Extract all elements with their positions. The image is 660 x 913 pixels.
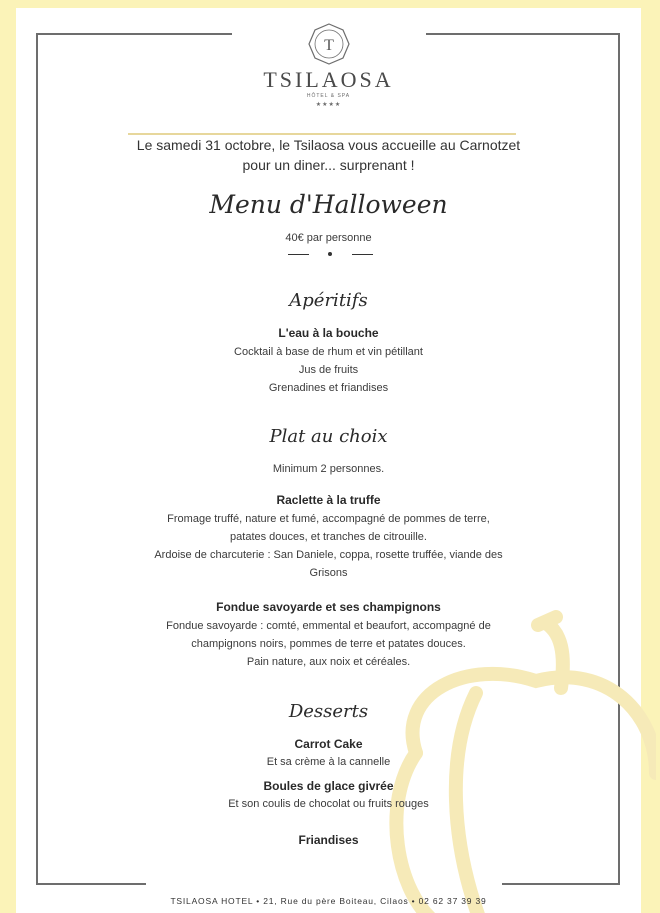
dish-description-line: Fromage truffé, nature et fumé, accompagné de pommes de terre, — [167, 513, 490, 525]
brand-name: TSILAOSA — [263, 67, 394, 92]
dish-name: Carrot Cake — [294, 737, 363, 751]
dish-description-line: Fondue savoyarde : comté, emmental et beaufort, accompagné de — [166, 620, 491, 632]
brand-subtitle: HÔTEL & SPA — [306, 93, 351, 99]
dish-description-line: Cocktail à base de rhum et vin pétillant — [234, 346, 423, 358]
separator-dot — [328, 252, 332, 256]
tsilaosa-emblem-icon — [307, 22, 351, 66]
dish-description-line: champignons noirs, pommes de terre et patates douces. — [191, 638, 466, 650]
separator-dash-left — [288, 254, 309, 255]
dish-description-line: Grenadines et friandises — [268, 382, 389, 394]
dish-name: Fondue savoyarde et ses champignons — [216, 600, 441, 614]
section-heading-plat: Plat au choix — [269, 426, 388, 447]
frame-top-right — [426, 33, 620, 35]
frame-bottom-left — [36, 883, 146, 885]
separator-dash-right — [352, 254, 373, 255]
dish-name: Boules de glace givrée — [263, 779, 394, 793]
dish-description-line: Ardoise de charcuterie : San Daniele, coppa, rosette truffée, viande des — [154, 549, 503, 561]
dish-description-line: Et son coulis de chocolat ou fruits rouges — [228, 798, 429, 810]
dish-name: Raclette à la truffe — [276, 493, 381, 507]
brand-stars: ★★★★ — [315, 102, 342, 108]
section-heading-desserts: Desserts — [288, 701, 369, 722]
plat-note: Minimum 2 personnes. — [272, 463, 385, 475]
section-heading-aperitifs: Apéritifs — [289, 290, 368, 311]
dish-description-line: patates douces, et tranches de citrouille. — [230, 531, 427, 543]
dish-name: L'eau à la bouche — [278, 326, 379, 340]
intro-line-1: Le samedi 31 octobre, le Tsilaosa vous accueille au Carnotzet — [136, 137, 521, 153]
frame-top-left — [36, 33, 232, 35]
dish-description-line: Grisons — [309, 567, 348, 579]
footer-address: TSILAOSA HOTEL • 21, Rue du père Boiteau, Cilaos • 02 62 37 39 39 — [170, 896, 487, 906]
dish-name: Friandises — [298, 833, 359, 847]
menu-price: 40€ par personne — [285, 232, 372, 244]
dish-description-line: Pain nature, aux noix et céréales. — [246, 656, 411, 668]
intro-line-2: pour un diner... surprenant ! — [242, 157, 415, 173]
dish-description-line: Jus de fruits — [298, 364, 359, 376]
emblem-letter: T — [324, 37, 334, 54]
menu-title: Menu d'Halloween — [209, 190, 448, 219]
dish-description-line: Et sa crème à la cannelle — [266, 756, 391, 768]
menu-page — [16, 8, 641, 913]
